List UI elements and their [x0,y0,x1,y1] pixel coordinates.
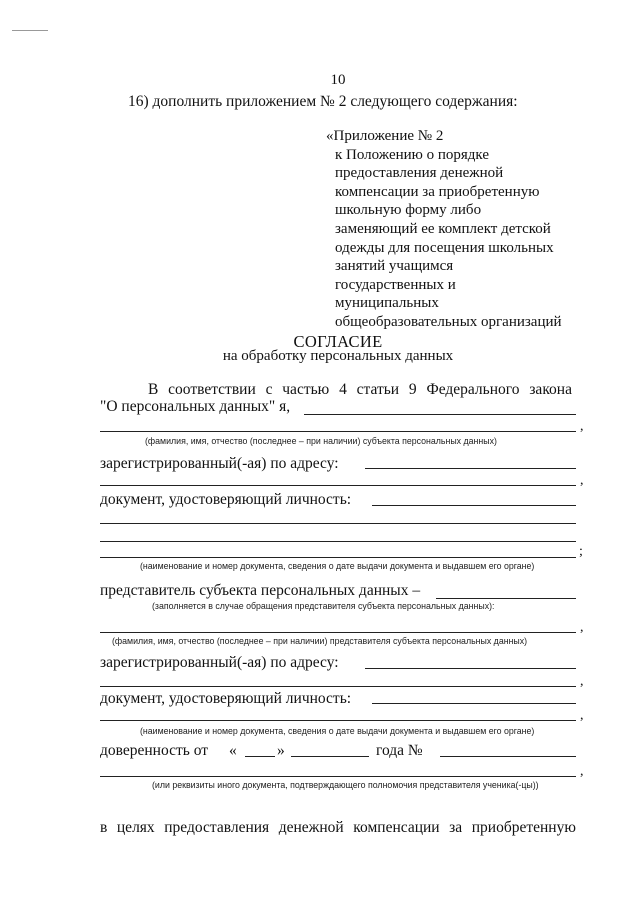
word: Федерального [426,381,520,398]
corner-mark [12,30,48,31]
caption-doc: (наименование и номер документа, сведения о дате выдачи документа и выдавшем его органе) [140,561,535,571]
comma: , [580,419,584,434]
opening-line [148,381,572,399]
word: частью [282,381,330,398]
caption-fio: (фамилия, имя, отчество (последнее – при наличии) субъекта персональных данных) [145,436,497,446]
appendix-line: «Приложение № 2 [326,128,444,144]
comma: , [580,764,584,779]
word: компенсации [353,819,440,836]
rep-address-field[interactable] [365,668,576,669]
fio-field-line-2[interactable] [100,431,576,432]
quote-close: » [277,742,285,759]
id-doc-field-line-2[interactable] [100,523,576,524]
rep-address-field-line-2[interactable] [100,686,576,687]
closing-line [100,819,576,837]
proxy-day-field[interactable] [245,756,275,757]
rep-id-doc-field[interactable] [372,703,576,704]
word: соответствии [168,381,256,398]
word: денежной [278,819,344,836]
id-doc-field[interactable] [372,505,576,506]
document-subtitle: на обработку персональных данных [222,348,454,364]
appendix-line: к Положению о порядке [335,146,489,163]
other-doc-field[interactable] [100,776,576,777]
word: приобретенную [471,819,576,836]
address-field[interactable] [365,468,576,469]
id-doc-field-line-4[interactable] [100,557,576,558]
appendix-line: муниципальных [335,295,439,312]
appendix-line: одежды для посещения школьных [335,239,554,256]
word: В [148,381,159,398]
appendix-header [326,127,562,332]
proxy-label: доверенность от [100,742,209,759]
registered-label: зарегистрированный(-ая) по адресу: [100,455,339,472]
proxy-number-field[interactable] [440,756,576,757]
comma: , [580,708,584,723]
proxy-month-field[interactable] [291,756,369,757]
appendix-line: школьную форму либо [335,202,482,219]
appendix-line: государственных и [335,276,456,293]
page-number: 10 [330,72,346,88]
appendix-line: компенсации за приобретенную [335,183,540,200]
comma: , [580,473,584,488]
representative-field[interactable] [436,598,576,599]
word: за [449,819,463,836]
law-name: "О персональных данных" я, [100,398,291,415]
rep-fio-field[interactable] [100,632,576,633]
amendment-intro: 16) дополнить приложением № 2 следующего содержания: [128,93,518,110]
comma: , [580,674,584,689]
id-doc-label-2: документ, удостоверяющий личность: [100,690,352,707]
year-label: года № [376,742,423,759]
word: статьи [356,381,400,398]
caption-rep-fio: (фамилия, имя, отчество (последнее – при наличии) представителя субъекта персональных данных) [112,636,528,646]
word: 9 [408,381,417,398]
caption-doc-2: (наименование и номер документа, сведения о дате выдачи документа и выдавшем его органе) [140,726,535,736]
caption-other-doc: (или реквизиты иного документа, подтверждающего полномочия представителя ученика(-цы)) [152,780,539,790]
comma: , [580,620,584,635]
id-doc-label: документ, удостоверяющий личность: [100,491,352,508]
id-doc-field-line-3[interactable] [100,541,576,542]
registered-label-2: зарегистрированный(-ая) по адресу: [100,654,339,671]
word: в [100,819,108,836]
representative-label: представитель субъекта персональных данных – [100,582,421,599]
word: с [265,381,273,398]
appendix-line: предоставления денежной [335,165,504,182]
word: целях [116,819,155,836]
semicolon: ; [579,544,583,559]
appendix-line: занятий учащимся [335,258,454,275]
appendix-line: заменяющий ее комплект детской [335,220,551,237]
quote-open: « [229,742,237,759]
appendix-line: общеобразовательных организаций [335,313,562,330]
document-title: СОГЛАСИЕ [293,332,383,351]
fio-field[interactable] [304,414,576,415]
word: предоставления [164,819,270,836]
address-field-line-2[interactable] [100,485,576,486]
word: закона [529,381,572,398]
rep-id-doc-field-line-2[interactable] [100,720,576,721]
caption-representative: (заполняется в случае обращения представителя субъекта персональных данных): [152,601,495,611]
word: 4 [339,381,347,398]
